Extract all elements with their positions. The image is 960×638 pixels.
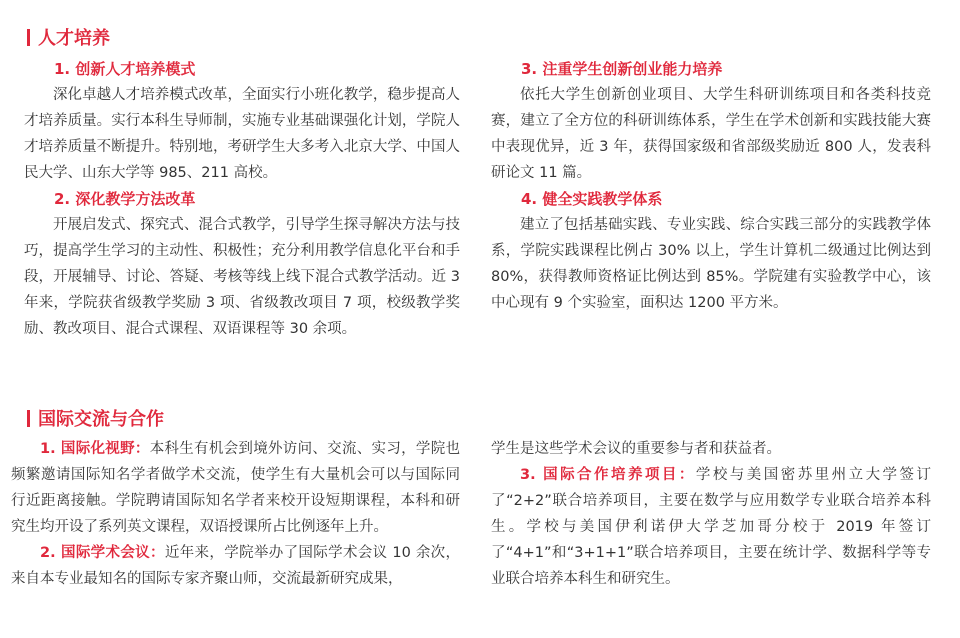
talent-right-column [491, 56, 931, 316]
section-title-international [27, 408, 164, 432]
subheading: 1. 创新人才培养模式 [54, 60, 196, 78]
paragraph-text: 本科生有机会到境外访问、交流、实习，学院也频繁邀请国际知名学者做学术交流，使学生有大量机会可以与国际同行近距离接触。学院聘请国际知名学者来校开设短期课程，本科和研究生均开设了系列英文课程，双语授课所占比例逐年上升。 [11, 441, 460, 535]
paragraph: 建立了包括基础实践、专业实践、综合实践三部分的实践教学体系，学院实践课程比例占 30% 以上，学生计算机二级通过比例达到 80%，获得教师资格证比例达到 85%。学院建有实验教学中心，该中心现有 9 个实验室，面积达 1200 平方米。 [491, 217, 931, 311]
section-marker [27, 410, 30, 427]
paragraph-text: 近年来，学院举办了国际学术会议 10 余次，来自本专业最知名的国际专家齐聚山师，交流最新研究成果， [11, 545, 460, 587]
paragraph [491, 462, 931, 592]
intl-right-column [491, 436, 931, 592]
subheading: 2. 深化教学方法改革 [54, 190, 196, 208]
subheading: 4. 健全实践教学体系 [521, 190, 663, 208]
paragraph: 开展启发式、探究式、混合式教学，引导学生探寻解决方法与技巧，提高学生学习的主动性、积极性；充分利用教学信息化平台和手段，开展辅导、讨论、答疑、考核等线上线下混合式教学活动。近 3 年来，学院获省级教学奖励 3 项、省级教改项目 7 项，校级教学奖励、教改项目、混合式课程、双语课程等 30 余项。 [24, 217, 460, 337]
inline-heading: 3. 国际合作培养项目： [520, 467, 696, 483]
section-title-talent [27, 27, 110, 51]
paragraph: 依托大学生创新创业项目、大学生科研训练项目和各类科技竞赛，建立了全方位的科研训练体系，学生在学术创新和实践技能大赛中表现优异，近 3 年，获得国家级和省部级奖励近 800 人，发表科研论文 11 篇。 [491, 87, 931, 181]
section-title-text: 人才培养 [38, 28, 110, 49]
paragraph-continuation: 学生是这些学术会议的重要参与者和获益者。 [491, 441, 781, 457]
talent-left-column [24, 56, 460, 342]
inline-heading: 1. 国际化视野： [40, 441, 150, 457]
intl-left-column [11, 436, 460, 592]
paragraph [11, 540, 460, 592]
section-title-text: 国际交流与合作 [38, 409, 164, 430]
subheading: 3. 注重学生创新创业能力培养 [521, 60, 723, 78]
inline-heading: 2. 国际学术会议： [40, 545, 165, 561]
paragraph: 深化卓越人才培养模式改革，全面实行小班化教学，稳步提高人才培养质量。实行本科生导师制，实施专业基础课强化计划，学院人才培养质量不断提升。特别地，考研学生大多考入北京大学、中国人民大学、山东大学等 985、211 高校。 [24, 87, 460, 181]
paragraph-text: 学校与美国密苏里州立大学签订了“2+2”联合培养项目，主要在数学与应用数学专业联合培养本科生。学校与美国伊利诺伊大学芝加哥分校于 2019 年签订了“4+1”和“3+1+1”联合培养项目，主要在统计学、数据科学等专业联合培养本科生和研究生。 [491, 467, 931, 587]
section-marker [27, 29, 30, 46]
paragraph [11, 436, 460, 540]
